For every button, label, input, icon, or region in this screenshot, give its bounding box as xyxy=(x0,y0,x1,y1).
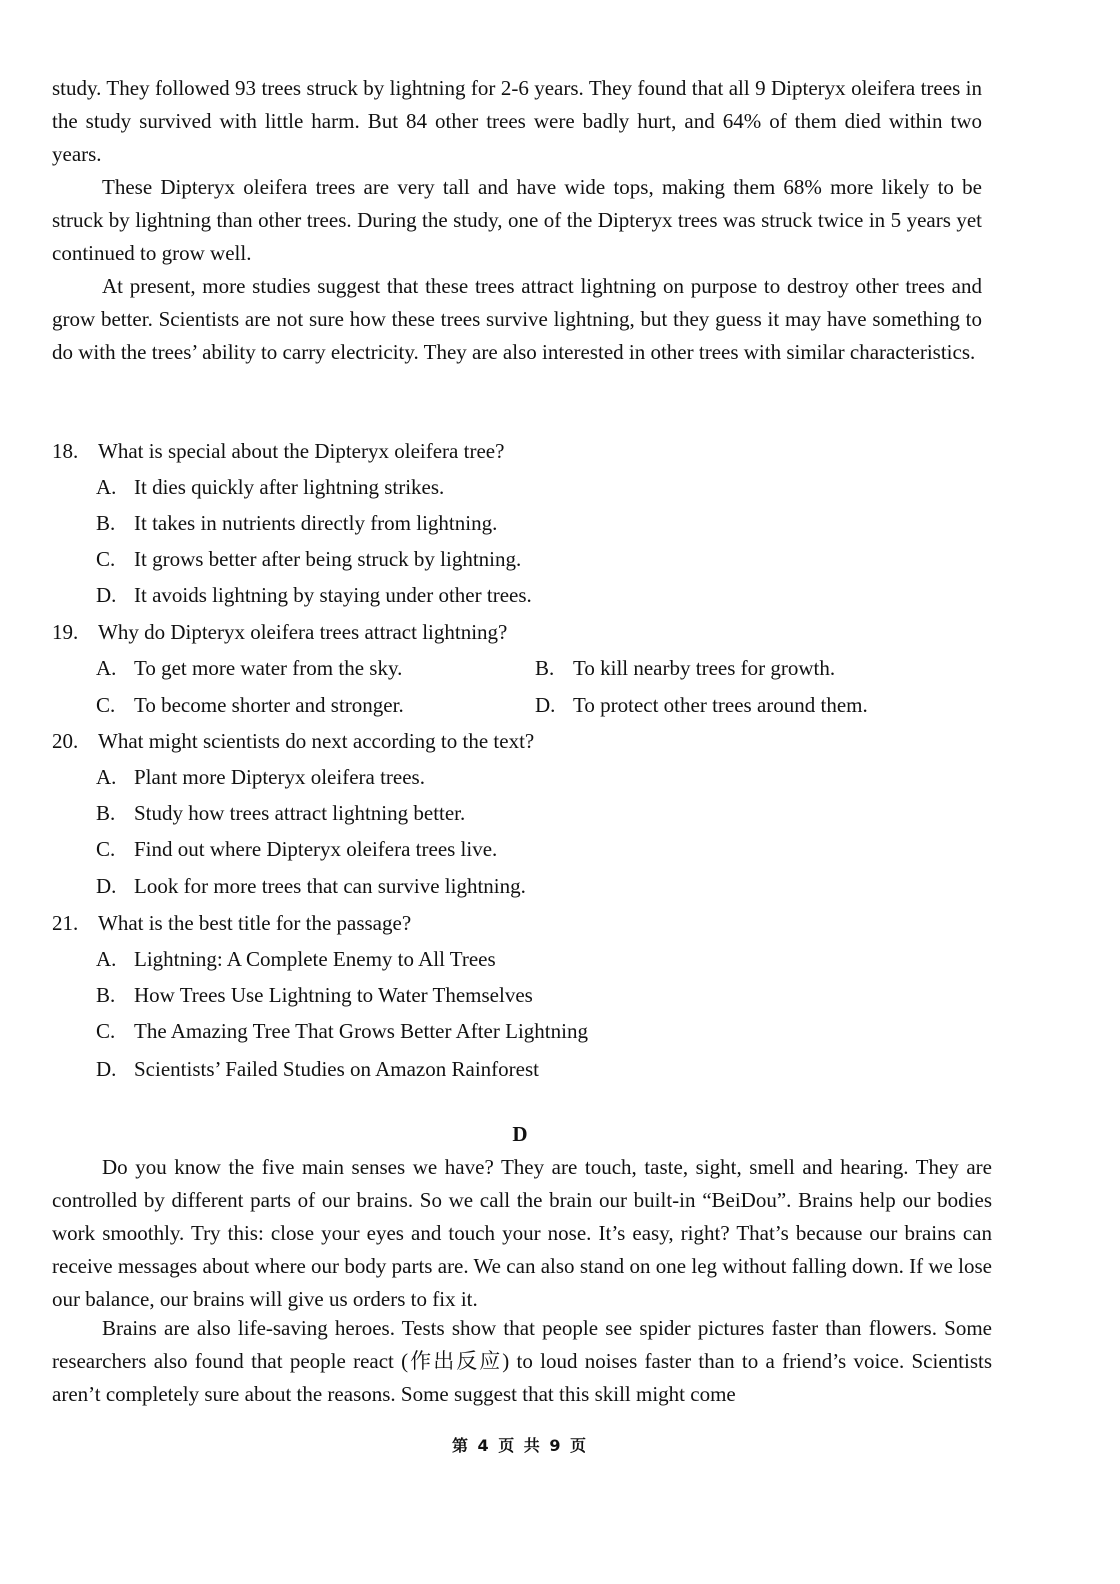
option-letter: B. xyxy=(96,983,116,1007)
option-text: To become shorter and stronger. xyxy=(134,693,404,717)
option-20-c xyxy=(96,835,497,863)
option-text: Plant more Dipteryx oleifera trees. xyxy=(134,765,425,789)
option-letter: D. xyxy=(96,1057,117,1081)
question-stem: Why do Dipteryx oleifera trees attract lightning? xyxy=(98,620,508,644)
option-letter: C. xyxy=(96,837,116,861)
option-text: It takes in nutrients directly from lightning. xyxy=(134,511,498,535)
option-letter: C. xyxy=(96,1019,116,1043)
option-18-c xyxy=(96,545,521,573)
option-20-d xyxy=(96,872,526,900)
option-text: Scientists’ Failed Studies on Amazon Rainforest xyxy=(134,1057,539,1081)
option-text: It grows better after being struck by lightning. xyxy=(134,547,522,571)
question-20 xyxy=(52,727,534,755)
section-heading-d: D xyxy=(512,1122,528,1146)
option-21-a xyxy=(96,945,496,973)
question-number: 21. xyxy=(52,911,79,935)
option-19-b xyxy=(535,654,835,682)
option-letter: B. xyxy=(535,656,555,680)
question-18 xyxy=(52,437,504,465)
option-letter: A. xyxy=(96,475,117,499)
option-18-b xyxy=(96,509,497,537)
option-21-c xyxy=(96,1017,588,1045)
option-letter: B. xyxy=(96,801,116,825)
page-footer: 第 4 页 共 9 页 xyxy=(451,1436,589,1455)
option-letter: A. xyxy=(96,947,117,971)
option-19-d xyxy=(535,691,868,719)
question-19 xyxy=(52,618,507,646)
option-text: Find out where Dipteryx oleifera trees live. xyxy=(134,837,498,861)
option-letter: B. xyxy=(96,511,116,535)
option-text: Look for more trees that can survive lightning. xyxy=(134,874,526,898)
option-letter: A. xyxy=(96,656,117,680)
question-stem: What might scientists do next according to the text? xyxy=(98,729,535,753)
option-21-d xyxy=(96,1055,539,1083)
question-number: 19. xyxy=(52,620,79,644)
option-text: The Amazing Tree That Grows Better After Lightning xyxy=(134,1019,588,1043)
option-letter: D. xyxy=(96,874,117,898)
option-letter: A. xyxy=(96,765,117,789)
option-text: Lightning: A Complete Enemy to All Trees xyxy=(134,947,496,971)
option-18-d xyxy=(96,581,532,609)
option-letter: D. xyxy=(535,693,556,717)
question-number: 20. xyxy=(52,729,79,753)
option-19-a xyxy=(96,654,402,682)
option-letter: D. xyxy=(96,583,117,607)
option-text: To get more water from the sky. xyxy=(134,656,403,680)
option-21-b xyxy=(96,981,533,1009)
passage-c-paragraph-3: At present, more studies suggest that these trees attract lightning on purpose to destroy other trees and grow better. Scientists are not sure how these trees survive lightning, but they guess it may have something to do with the trees’ ability to carry electricity. They are also interested in other trees with similar characteristics. xyxy=(52,274,982,364)
passage-d-paragraph-1: Do you know the five main senses we have? They are touch, taste, sight, smell and hearing. They are controlled by different parts of our brains. So we call the brain our built-in “BeiDou”. Brains help our bodies work smoothly. Try this: close your eyes and touch your nose. It’s easy, right? That’s because our brains can receive messages about where our body parts are. We can also stand on one leg without falling down. If we lose our balance, our brains will give us orders to fix it. xyxy=(52,1155,992,1311)
option-text: It avoids lightning by staying under other trees. xyxy=(134,583,532,607)
passage-c-paragraph-2: These Dipteryx oleifera trees are very tall and have wide tops, making them 68% more likely to be struck by lightning than other trees. During the study, one of the Dipteryx trees was struck twice in 5 years yet continued to grow well. xyxy=(52,175,982,265)
option-text: To kill nearby trees for growth. xyxy=(573,656,836,680)
option-20-b xyxy=(96,799,465,827)
option-letter: C. xyxy=(96,693,116,717)
option-20-a xyxy=(96,763,425,791)
passage-d-paragraph-2: Brains are also life-saving heroes. Tests show that people see spider pictures faster than flowers. Some researchers also found that people react (作出反应) to loud noises faster than to a friend’s voice. Scientists aren’t completely sure about the reasons. Some suggest that this skill might come xyxy=(52,1316,992,1406)
option-text: How Trees Use Lightning to Water Themselves xyxy=(134,983,533,1007)
question-stem: What is special about the Dipteryx oleifera tree? xyxy=(98,439,505,463)
option-letter: C. xyxy=(96,547,116,571)
option-text: Study how trees attract lightning better. xyxy=(134,801,466,825)
option-19-c xyxy=(96,691,404,719)
question-stem: What is the best title for the passage? xyxy=(98,911,412,935)
option-text: To protect other trees around them. xyxy=(573,693,868,717)
question-21 xyxy=(52,909,411,937)
option-text: It dies quickly after lightning strikes. xyxy=(134,475,445,499)
option-18-a xyxy=(96,473,444,501)
question-number: 18. xyxy=(52,439,79,463)
passage-c-paragraph-1: study. They followed 93 trees struck by lightning for 2-6 years. They found that all 9 Dipteryx oleifera trees in the study survived with little harm. But 84 other trees were badly hurt, and 64% of them died within two years. xyxy=(52,76,982,166)
